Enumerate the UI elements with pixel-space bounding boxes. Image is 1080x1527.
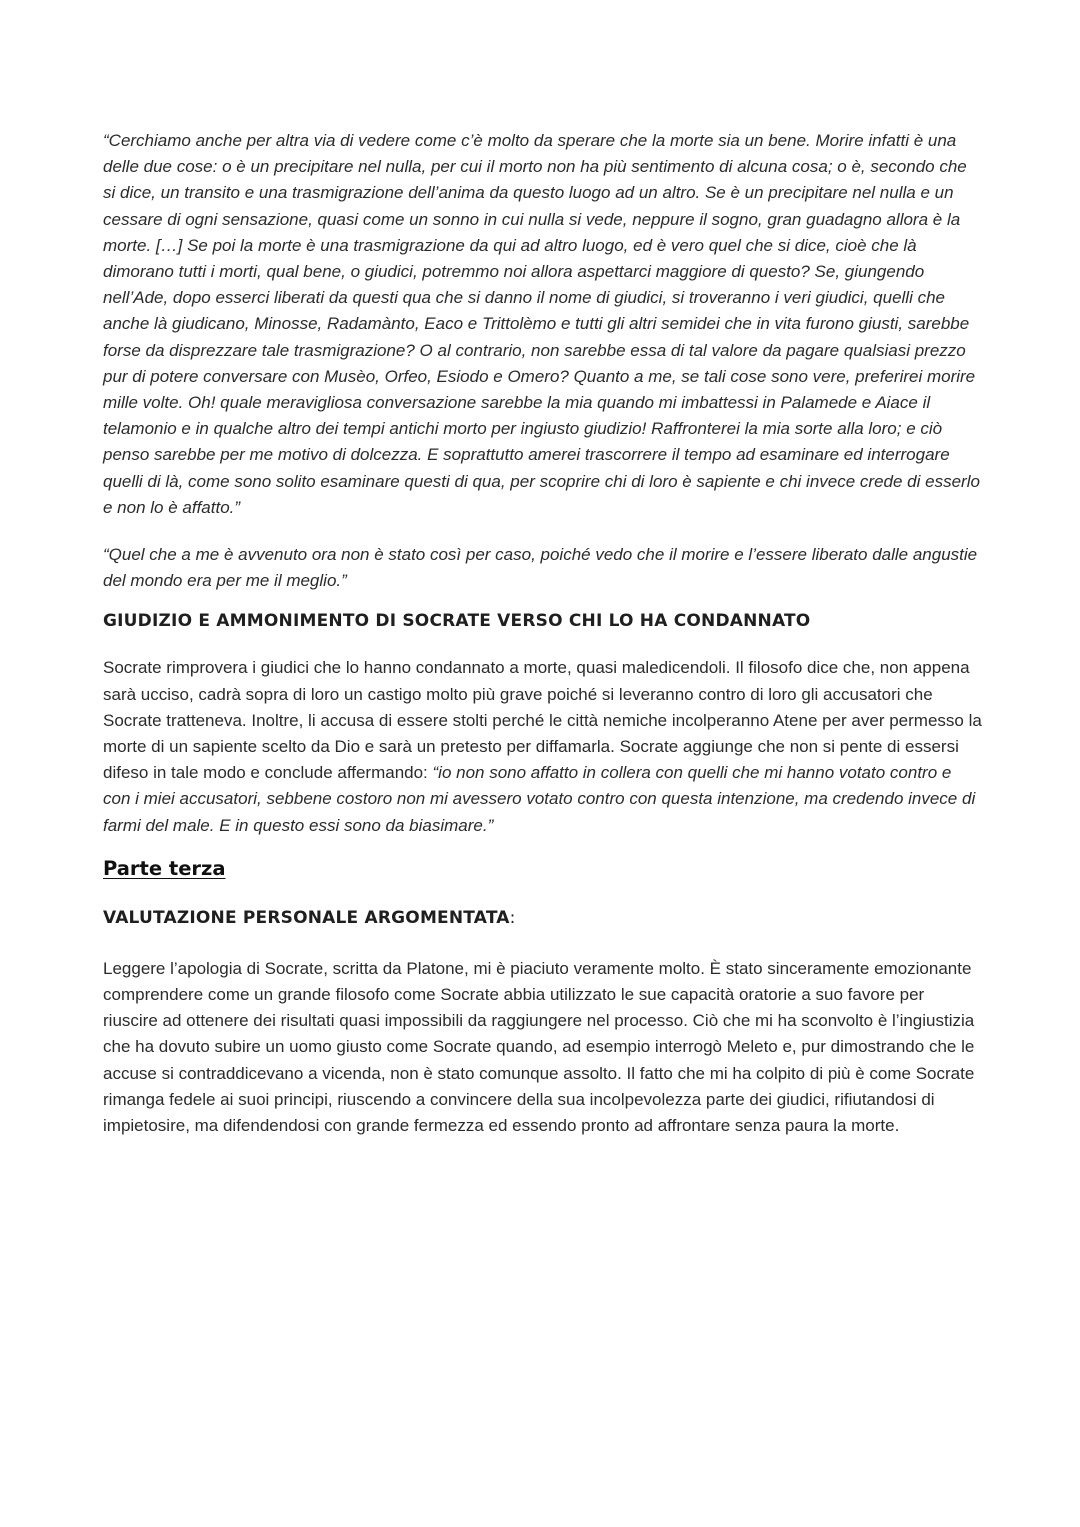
section-heading-judgment: GIUDIZIO E AMMONIMENTO DI SOCRATE VERSO CHI LO HA CONDANNATO [103, 611, 811, 632]
section-heading-evaluation-colon: : [509, 907, 516, 928]
section-heading-evaluation [103, 905, 983, 931]
document-page [103, 128, 983, 1139]
quote-paragraph-fate: “Quel che a me è avvenuto ora non è stato così per caso, poiché vedo che il morire e l’essere liberato dalle angustie del mondo era per me il meglio.” [103, 545, 978, 591]
section-heading-evaluation-text: VALUTAZIONE PERSONALE ARGOMENTATA [103, 907, 510, 928]
paragraph-judgment-text: Socrate rimprovera i giudici che lo hanno condannato a morte, quasi maledicendoli. Il filosofo dice che, non appena sarà ucciso, cadrà sopra di loro un castigo molto più grave poiché si leveranno contro di loro gli accusatori che Socrate tratteneva. Inoltre, li accusa di essere stolti perché le città nemiche incolperanno Atene per aver permesso la morte di un sapiente scelto da Dio e sarà un pretesto per diffamarla. Socrate aggiunge che non si pente di essersi difeso in tale modo e conclude affermando: [103, 658, 982, 783]
paragraph-judgment [103, 655, 983, 838]
paragraph-judgment-quote: “io non sono affatto in collera con quelli che mi hanno votato contro e con i miei accusatori, sebbene costoro non mi avessero votato contro con questa intenzione, ma credendo invece di farmi del male. E in questo essi sono da biasimare.” [103, 763, 976, 835]
quote-paragraph-death: “Cerchiamo anche per altra via di vedere come c’è molto da sperare che la morte sia un bene. Morire infatti è una delle due cose: o è un precipitare nel nulla, per cui il morto non ha più sentimento di alcuna cosa; o è, secondo che si dice, un transito e una trasmigrazione dell’anima da questo luogo ad un altro. Se è un precipitare nel nulla e un cessare di ogni sensazione, quasi come un sonno in cui nulla si vede, neppure il sogno, gran guadagno allora è la morte. […] Se poi la morte è una trasmigrazione da qui ad altro luogo, ed è vero quel che si dice, cioè che là dimorano tutti i morti, qual bene, o giudici, potremmo noi allora aspettarci maggiore di questo? Se, giungendo nell’Ade, dopo esserci liberati da questi qua che si danno il nome di giudici, si troveranno i veri giudici, quelli che anche là giudicano, Minosse, Radamànto, Eaco e Trittolèmo e tutti gli altri semidei che in vita furono giusti, sarebbe forse da disprezzare tale trasmigrazione? O al contrario, non sarebbe essa di tal valore da pagare qualsiasi prezzo pur di potere conversare con Musèo, Orfeo, Esiodo e Omero? Quanto a me, se tali cose sono vere, preferirei morire mille volte. Oh! quale meravigliosa conversazione sarebbe la mia quando mi imbattessi in Palamede e Aiace il telamonio e in qualche altro dei tempi antichi morto per ingiusto giudizio! Raffronterei la mia sorte alla loro; e ciò penso sarebbe per me motivo di dolcezza. E soprattutto amerei trascorrere il tempo ad esaminare ed interrogare quelli di là, come sono solito esaminare questi di qua, per scoprire chi di loro è sapiente e chi invece crede di esserlo e non lo è affatto.” [103, 131, 980, 517]
part-title: Parte terza [103, 856, 226, 880]
paragraph-evaluation: Leggere l’apologia di Socrate, scritta da Platone, mi è piaciuto veramente molto. È stato sinceramente emozionante comprendere come un grande filosofo come Socrate abbia utilizzato le sue capacità oratorie a suo favore per riuscire ad ottenere dei risultati quasi impossibili da raggiungere nel processo. Ciò che mi ha sconvolto è l’ingiustizia che ha dovuto subire un uomo giusto come Socrate quando, ad esempio interrogò Meleto e, pur dimostrando che le accuse si contraddicevano a vicenda, non è stato comunque assolto. Il fatto che mi ha colpito di più è come Socrate rimanga fedele ai suoi principi, riuscendo a convincere della sua incolpevolezza parte dei giudici, rifiutandosi di impietosire, ma difendendosi con grande fermezza ed essendo pronto ad affrontare senza paura la morte. [103, 958, 975, 1136]
